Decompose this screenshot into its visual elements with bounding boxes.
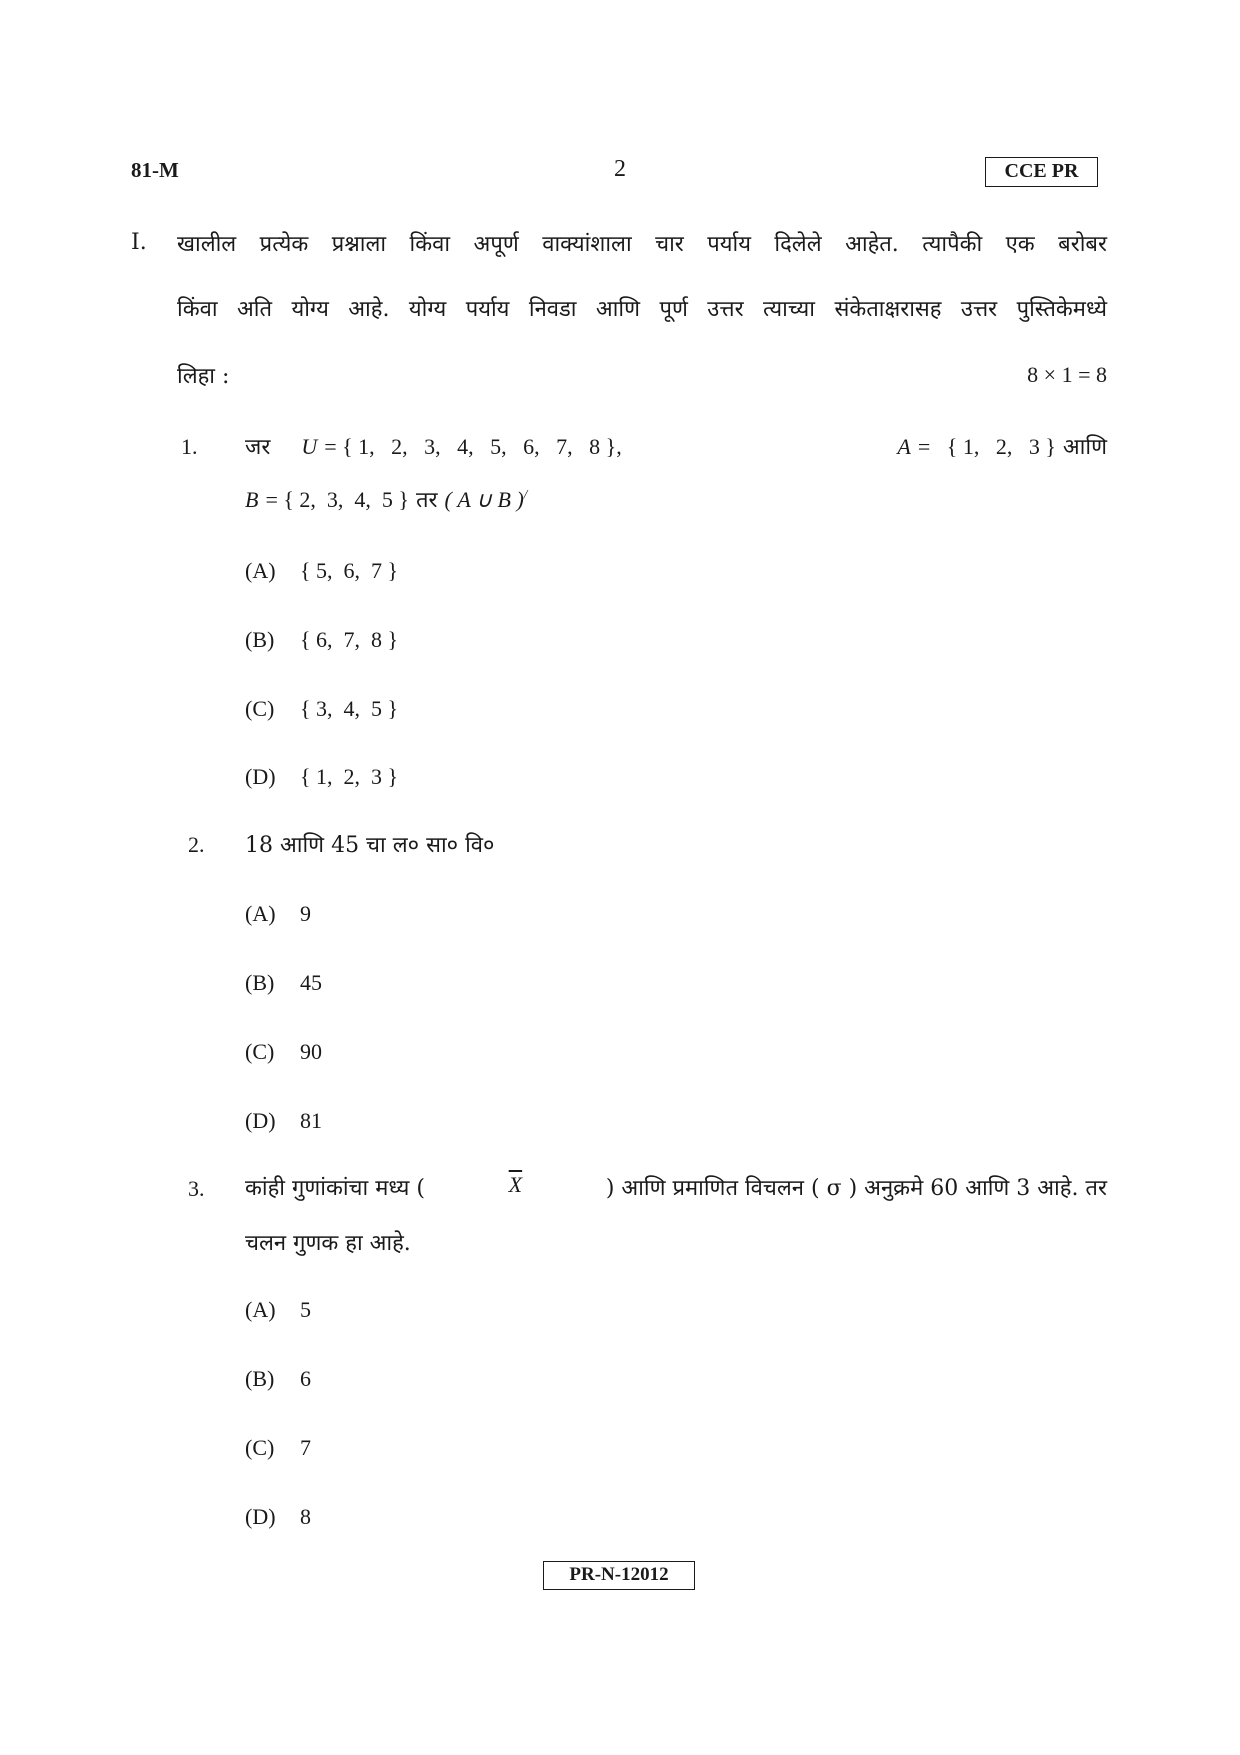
q1-u-set: = { 1, 2, 3, 4, 5, 6, 7, 8 },: [324, 434, 622, 459]
q2-option-b-value: 45: [300, 970, 322, 995]
q1-prime: /: [523, 486, 528, 502]
q1-option-b-value: { 6, 7, 8 }: [300, 627, 399, 652]
question-3-line-1: [245, 1172, 1107, 1202]
q1-a-set: = { 1, 2, 3 }: [917, 434, 1056, 459]
q2-option-b-label: (B): [245, 970, 275, 995]
q1-option-b-label: (B): [245, 627, 275, 652]
q2-option-a-label: (A): [245, 901, 276, 926]
q2-option-d-value: 81: [300, 1108, 322, 1133]
question-1-line-1: [245, 431, 1107, 461]
q3-line1-a: कांही गुणांकांचा मध्य (: [245, 1176, 425, 1201]
q2-option-c-value: 90: [300, 1039, 322, 1064]
q2-option-c-label: (C): [245, 1039, 275, 1064]
q3-xbar: $\overline{X}$: [508, 1172, 523, 1197]
question-1-line-2: [245, 484, 527, 514]
q1-option-a-label: (A): [245, 558, 276, 583]
instruction-line-1: खालील प्रत्येक प्रश्नाला किंवा अपूर्ण वाक्यांशाला चार पर्याय दिलेले आहेत. त्यापैकी एक बरोबर: [177, 232, 1107, 257]
q1-a-label: A: [897, 434, 911, 459]
q3-option-d-value: 8: [300, 1504, 311, 1529]
q1-u-label: U: [301, 434, 318, 459]
q1-tar: तर: [415, 488, 438, 513]
paper-type-box: CCE PR: [985, 157, 1098, 187]
instruction-line-2: किंवा अति योग्य आहे. योग्य पर्याय निवडा आणि पूर्ण उत्तर त्याच्या संकेताक्षरासह उत्तर पुस्तिकेमध्ये: [177, 297, 1107, 322]
q1-option-c-value: { 3, 4, 5 }: [300, 696, 399, 721]
q2-option-d-label: (D): [245, 1108, 276, 1133]
section-number: I.: [131, 230, 147, 255]
question-2-number: 2.: [188, 832, 205, 857]
q1-prefix: जर: [245, 435, 271, 460]
q1-expr: ( A ∪ B ): [444, 487, 524, 512]
q1-option-c-label: (C): [245, 696, 275, 721]
footer-code-box: PR-N-12012: [543, 1561, 695, 1590]
q1-suffix: आणि: [1062, 435, 1107, 460]
question-1-number: 1.: [181, 434, 198, 459]
q1-b-set: = { 2, 3, 4, 5 }: [265, 487, 409, 512]
question-3-number: 3.: [188, 1176, 205, 1201]
section-marks: 8 × 1 = 8: [1027, 362, 1107, 387]
q3-line1-b: ) आणि प्रमाणित विचलन ( σ ) अनुक्रमे 60 आणि 3 आहे. तर: [605, 1176, 1107, 1201]
q1-option-a-value: { 5, 6, 7 }: [300, 558, 399, 583]
q3-option-a-label: (A): [245, 1297, 276, 1322]
q3-option-c-label: (C): [245, 1435, 275, 1460]
q3-option-d-label: (D): [245, 1504, 276, 1529]
q2-option-a-value: 9: [300, 901, 311, 926]
question-2-text: 18 आणि 45 चा ल० सा० वि०: [245, 833, 495, 858]
paper-code: 81-M: [131, 158, 179, 182]
q1-option-d-label: (D): [245, 764, 276, 789]
q3-option-a-value: 5: [300, 1297, 311, 1322]
q3-option-b-label: (B): [245, 1366, 275, 1391]
q1-b-label: B: [245, 487, 259, 512]
q3-option-c-value: 7: [300, 1435, 311, 1460]
q1-option-d-value: { 1, 2, 3 }: [300, 764, 399, 789]
q3-option-b-value: 6: [300, 1366, 311, 1391]
page-number: 2: [614, 156, 626, 182]
instruction-line-3: लिहा :: [177, 364, 230, 389]
question-3-line-2: चलन गुणक हा आहे.: [245, 1231, 411, 1256]
